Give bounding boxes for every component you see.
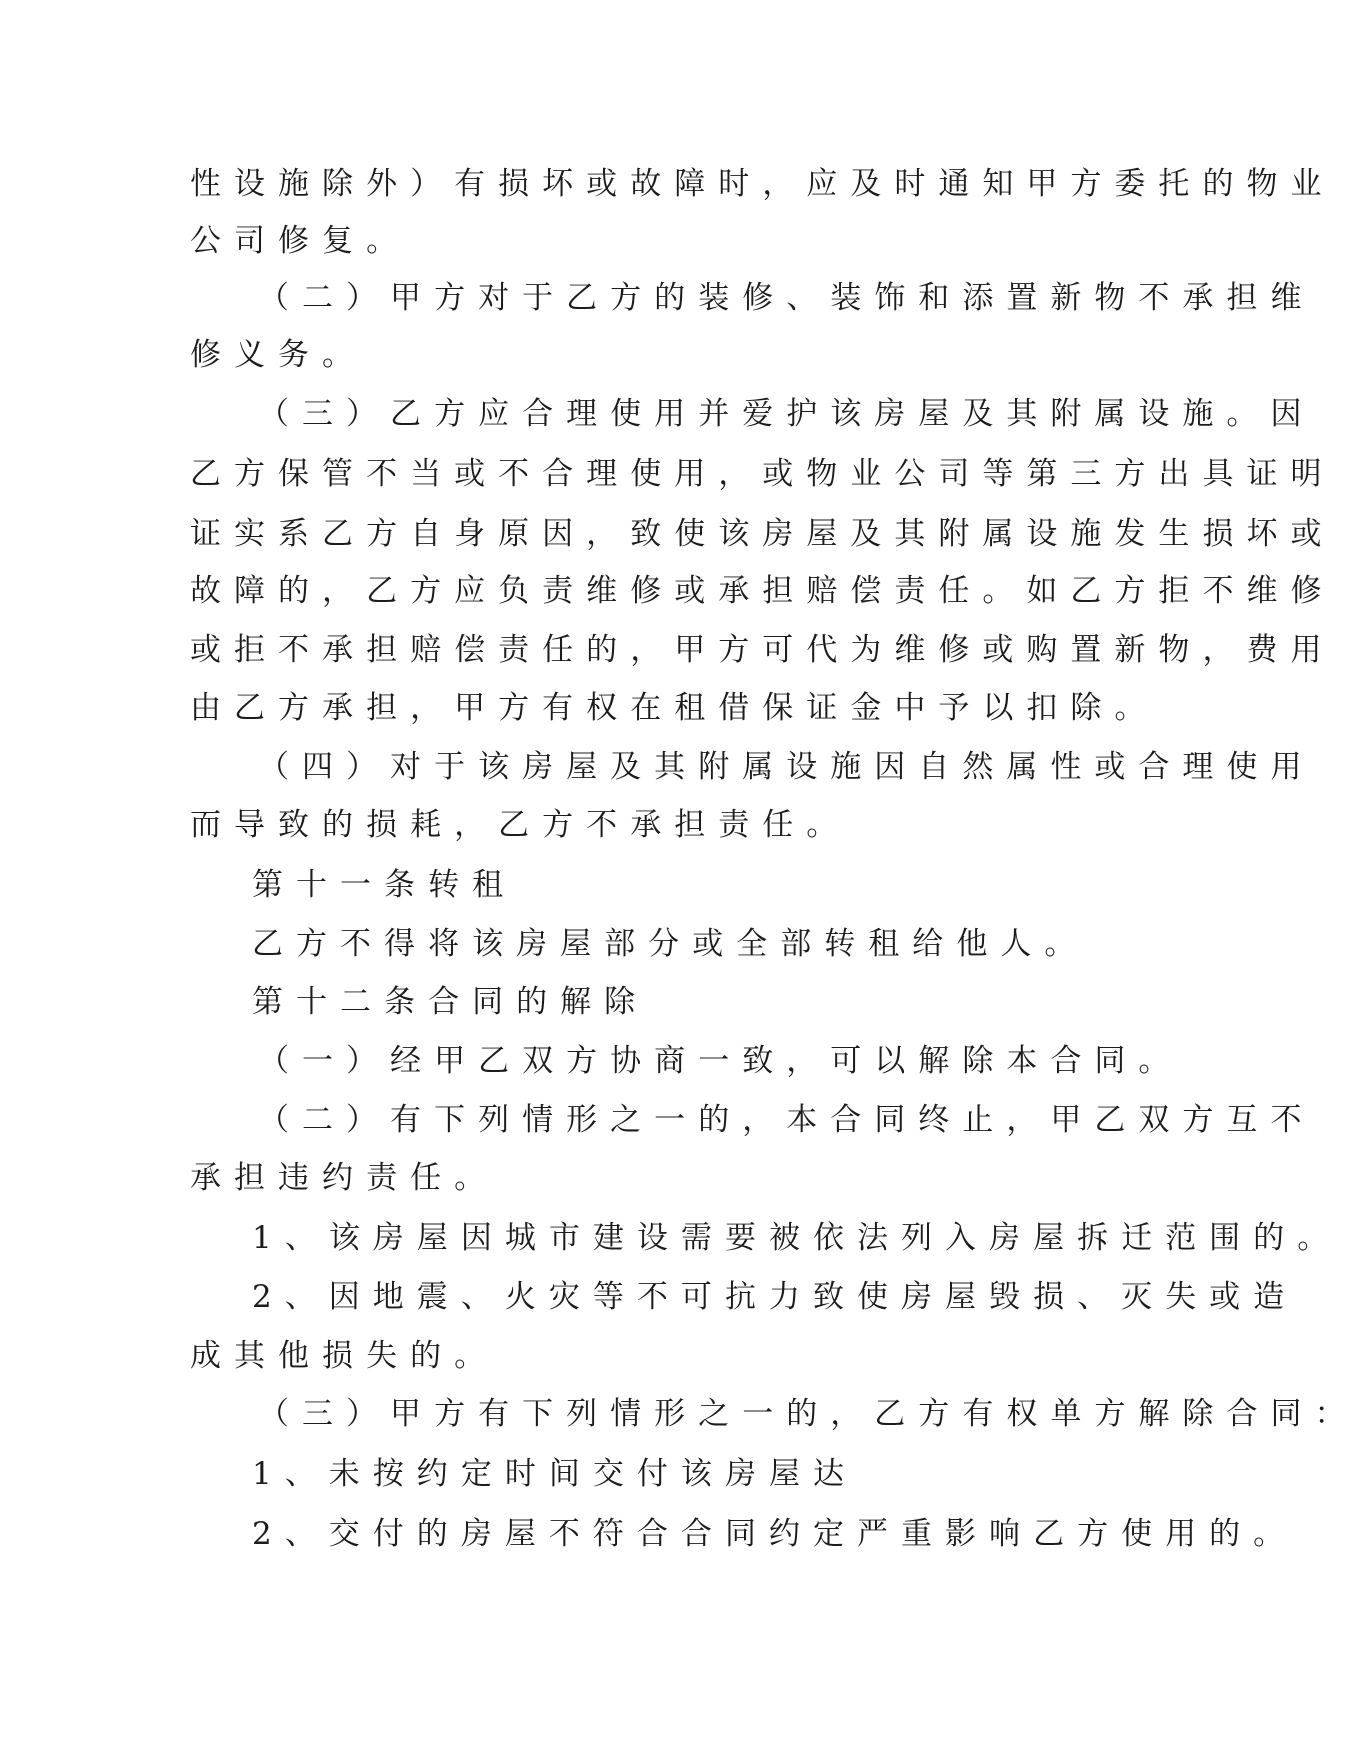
body-line: 承担违约责任。 [190,1160,499,1196]
section-heading: 第十二条合同的解除 [252,984,649,1020]
body-line: 成其他损失的。 [190,1338,499,1374]
body-line: 证实系乙方自身原因，致使该房屋及其附属设施发生损坏或 [190,516,1335,552]
body-line: 公司修复。 [190,223,411,259]
list-item: 2、因地震、火灾等不可抗力致使房屋毁损、灭失或造 [252,1279,1298,1315]
list-item: 2、交付的房屋不符合合同约定严重影响乙方使用的。 [252,1516,1298,1552]
body-line: 性设施除外）有损坏或故障时，应及时通知甲方委托的物业 [190,166,1335,202]
body-line: 而导致的损耗，乙方不承担责任。 [190,807,851,843]
body-line: 故障的，乙方应负责维修或承担赔偿责任。如乙方拒不维修 [190,573,1335,609]
body-line: （二）有下列情形之一的，本合同终止，甲乙双方互不 [258,1102,1315,1138]
body-line: 乙方保管不当或不合理使用，或物业公司等第三方出具证明 [190,456,1335,492]
body-line: （三）甲方有下列情形之一的，乙方有权单方解除合同： [258,1396,1359,1432]
body-line: （四）对于该房屋及其附属设施因自然属性或合理使用 [258,749,1315,785]
body-line: （三）乙方应合理使用并爱护该房屋及其附属设施。因 [258,396,1315,432]
section-heading: 第十一条转租 [252,867,517,903]
body-line: （一）经甲乙双方协商一致，可以解除本合同。 [258,1043,1183,1079]
body-line: 修义务。 [190,337,367,373]
body-line: （二）甲方对于乙方的装修、装饰和添置新物不承担维 [258,280,1315,316]
list-item: 1、该房屋因城市建设需要被依法列入房屋拆迁范围的。 [252,1220,1342,1256]
body-line: 乙方不得将该房屋部分或全部转租给他人。 [252,926,1089,962]
list-item: 1、未按约定时间交付该房屋达 [252,1456,858,1492]
body-line: 由乙方承担，甲方有权在租借保证金中予以扣除。 [190,690,1159,726]
body-line: 或拒不承担赔偿责任的，甲方可代为维修或购置新物，费用 [190,632,1335,668]
